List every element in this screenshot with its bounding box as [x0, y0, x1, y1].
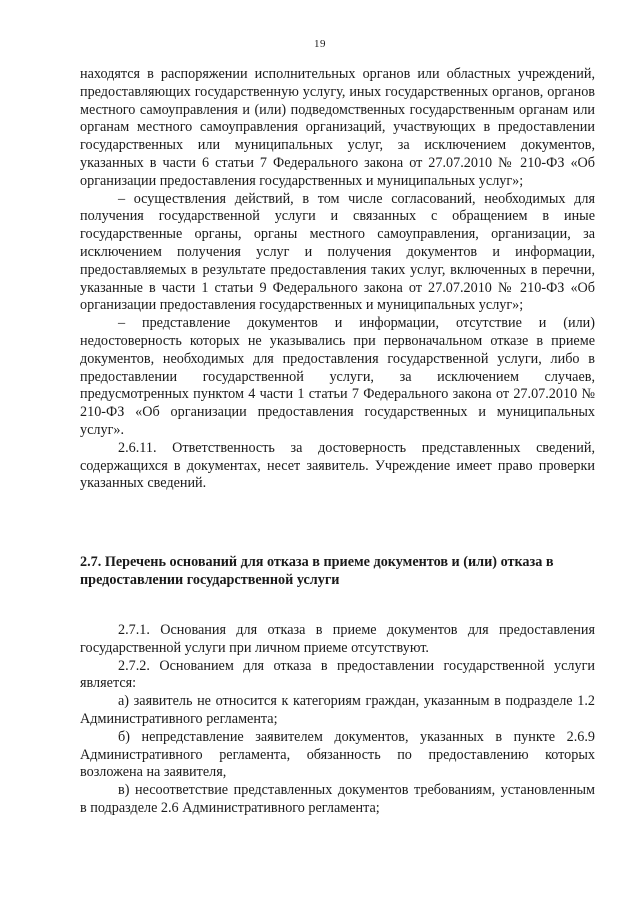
paragraph: б) непредставление заявителем документов, указанных в пункте 2.6.9 Административного регламента, обязанность по предоставлению которых возложена на заявителя,	[80, 728, 595, 781]
section-heading-line: предоставлении государственной услуги	[80, 572, 340, 588]
paragraph: 2.6.11. Ответственность за достоверность представленных сведений, содержащихся в документах, несет заявитель. Учреждение имеет право проверки указанных сведений.	[80, 439, 595, 492]
page-number: 19	[314, 38, 326, 50]
document-body-bottom	[80, 622, 595, 818]
paragraph: в) несоответствие представленных документов требованиям, установленным в подразделе 2.6 Административного регламента;	[80, 782, 595, 816]
section-heading	[80, 553, 595, 589]
paragraph: находятся в распоряжении исполнительных органов или областных учреждений, предоставляющих государственную услугу, иных государственных органов, органов местного самоуправления и (или) подведомственных государственным органам или органам местного самоуправления организаций, участвующих в предоставлении государственных или муниципальных услуг, за исключением документов, указанных в части 6 статьи 7 Федерального закона от 27.07.2010 № 210-ФЗ «Об организации предоставления государственных и муниципальных услуг»;	[80, 66, 595, 189]
document-body-top	[80, 66, 595, 493]
paragraph: а) заявитель не относится к категориям граждан, указанным в подразделе 1.2 Административного регламента;	[80, 693, 595, 727]
section-heading-line: 2.7. Перечень оснований для отказа в приеме документов и (или) отказа в	[80, 554, 554, 570]
paragraph: – осуществления действий, в том числе согласований, необходимых для получения государственной услуги и связанных с обращением в иные государственные органы, органы местного самоуправления, организации, за исключением получения услуг и получения документов и информации, предоставляемых в результате предоставления таких услуг, включенных в перечни, указанные в части 1 статьи 9 Федерального закона от 27.07.2010 № 210-ФЗ «Об организации предоставления государственных и муниципальных услуг»;	[80, 190, 595, 314]
paragraph: – представление документов и информации, отсутствие и (или) недостоверность которых не указывались при первоначальном отказе в приеме документов, необходимых для предоставления государственной услуги, либо в предоставлении государственной услуги, за исключением случаев, предусмотренных пунктом 4 части 1 статьи 7 Федерального закона от 27.07.2010 № 210-ФЗ «Об организации предоставления государственных и муниципальных услуг».	[80, 315, 595, 438]
paragraph: 2.7.1. Основания для отказа в приеме документов для предоставления государственной услуги при личном приеме отсутствуют.	[80, 622, 595, 656]
paragraph: 2.7.2. Основанием для отказа в предоставлении государственной услуги является:	[80, 657, 595, 692]
